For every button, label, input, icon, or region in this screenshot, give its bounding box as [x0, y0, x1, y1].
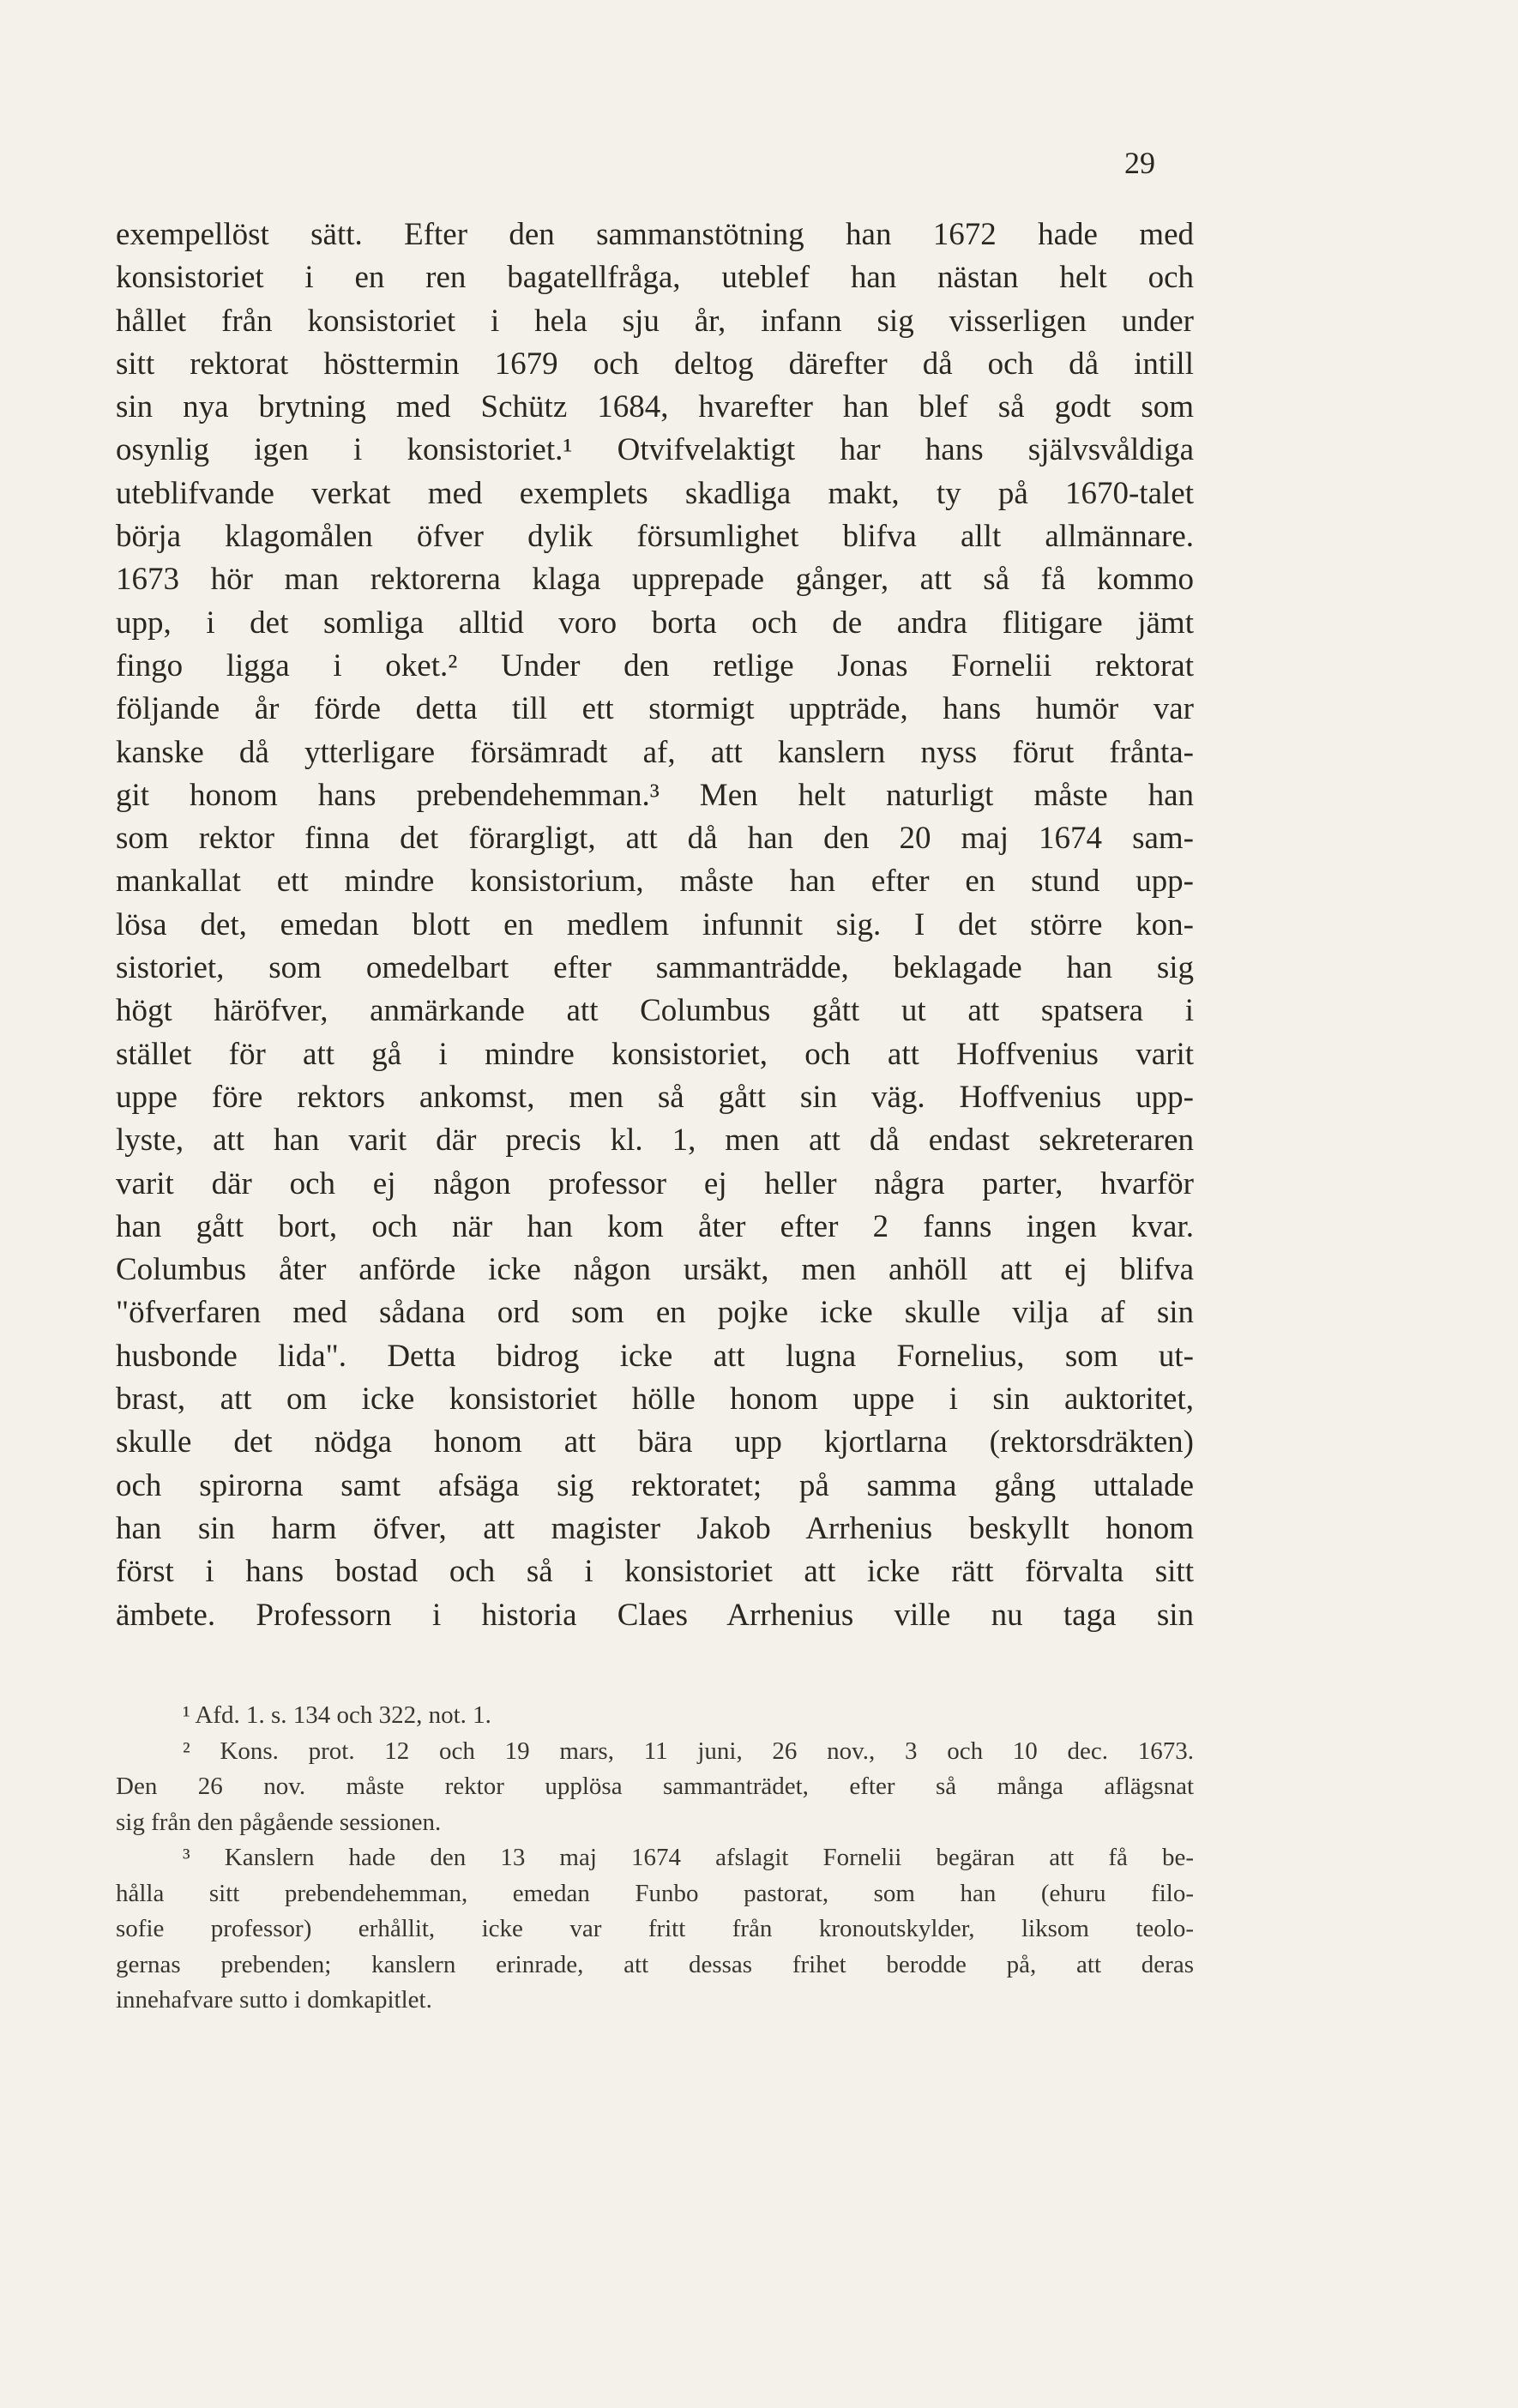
text-line: upp, i det somliga alltid voro borta och de andra flitigare jämt [116, 605, 1194, 641]
text-line: och spirorna samt afsäga sig rektoratet; på samma gång uttalade [116, 1467, 1194, 1503]
footnote-line: innehafvare sutto i domkapitlet. [116, 1986, 432, 2014]
text-line: som rektor finna det förargligt, att då han den 20 maj 1674 sam- [116, 821, 1194, 857]
text-line: lyste, att han varit där precis kl. 1, men att då endast sekreteraren [116, 1123, 1194, 1159]
footnote-line: sig från den pågående sessionen. [116, 1808, 442, 1836]
text-line: fingo ligga i oket.² Under den retlige Jonas Fornelii rektorat [116, 647, 1194, 683]
text-line: stället för att gå i mindre konsistoriet, och att Hoffvenius varit [116, 1036, 1194, 1072]
footnote-line: ² Kons. prot. 12 och 19 mars, 11 juni, 26 nov., 3 och 10 dec. 1673. [183, 1737, 1194, 1765]
text-line: han gått bort, och när han kom åter efter 2 fanns ingen kvar. [116, 1208, 1194, 1244]
text-line: börja klagomålen öfver dylik försumlighet blifva allt allmännare. [116, 519, 1194, 555]
text-line: git honom hans prebendehemman.³ Men helt naturligt måste han [116, 777, 1194, 813]
text-line: högt häröfver, anmärkande att Columbus gått ut att spatsera i [116, 993, 1194, 1029]
text-line: "öfverfaren med sådana ord som en pojke icke skulle vilja af sin [116, 1295, 1194, 1331]
footnote-line: gernas prebenden; kanslern erinrade, att dessas frihet berodde på, att deras [116, 1950, 1194, 1978]
text-line: kanske då ytterligare försämradt af, att kanslern nyss förut fråntа- [116, 734, 1194, 770]
text-line: sitt rektorat hösttermin 1679 och deltog därefter då och då intill [116, 346, 1194, 382]
text-line: hållet från konsistoriet i hela sju år, infann sig visserligen under [116, 303, 1194, 339]
text-line: lösa det, emedan blott en medlem infunnit sig. I det större kon- [116, 906, 1194, 942]
footnote-line: ³ Kanslern hade den 13 maj 1674 afslagit Fornelii begäran att få be- [183, 1844, 1194, 1871]
page-number: 29 [1124, 146, 1155, 180]
text-line: först i hans bostad och så i konsistoriet att icke rätt förvalta sitt [116, 1554, 1194, 1590]
text-line: sistoriet, som omedelbart efter sammanträdde, beklagade han sig [116, 950, 1194, 986]
text-line: uppe före rektors ankomst, men så gått sin väg. Hoffvenius upp- [116, 1079, 1194, 1115]
text-line: följande år förde detta till ett stormigt uppträde, hans humör var [116, 691, 1194, 727]
footnote-line: hålla sitt prebendehemman, emedan Funbo pastorat, som han (ehuru filo- [116, 1879, 1194, 1907]
text-line: konsistoriet i en ren bagatellfråga, uteblef han nästan helt och [116, 260, 1194, 296]
text-line: skulle det nödga honom att bära upp kjortlarna (rektorsdräkten) [116, 1424, 1194, 1460]
text-line: 1673 hör man rektorerna klaga upprepade gånger, att så få kommo [116, 562, 1194, 598]
text-line: ämbete. Professorn i historia Claes Arrhenius ville nu taga sin [116, 1597, 1194, 1633]
body-text [116, 214, 1194, 1637]
footnote-line: ¹ Afd. 1. s. 134 och 322, not. 1. [183, 1701, 491, 1729]
text-line: brast, att om icke konsistoriet hölle honom uppe i sin auktoritet, [116, 1382, 1194, 1418]
text-line: husbonde lida". Detta bidrog icke att lugna Fornelius, som ut- [116, 1338, 1194, 1374]
text-line: exempellöst sätt. Efter den sammanstötning han 1672 hade med [116, 217, 1194, 252]
text-line: uteblifvande verkat med exemplets skadliga makt, ty på 1670-talet [116, 475, 1194, 511]
text-line: Columbus åter anförde icke någon ursäkt, men anhöll att ej blifva [116, 1252, 1194, 1288]
text-line: osynlig igen i konsistoriet.¹ Otvifvelaktigt har hans självsvåldiga [116, 432, 1194, 468]
text-line: han sin harm öfver, att magister Jakob Arrhenius beskyllt honom [116, 1510, 1194, 1546]
text-line: varit där och ej någon professor ej heller några parter, hvarför [116, 1165, 1194, 1201]
text-line: mankallat ett mindre konsistorium, måste han efter en stund upp- [116, 864, 1194, 900]
footnote-line: sofie professor) erhållit, icke var fritt från kronoutskylder, liksom teolo- [116, 1915, 1194, 1942]
text-line: sin nya brytning med Schütz 1684, hvarefter han blef så godt som [116, 389, 1194, 425]
footnote-line: Den 26 nov. måste rektor upplösa sammanträdet, efter så många aflägsnat [116, 1773, 1194, 1800]
footnotes [116, 1698, 1194, 2019]
